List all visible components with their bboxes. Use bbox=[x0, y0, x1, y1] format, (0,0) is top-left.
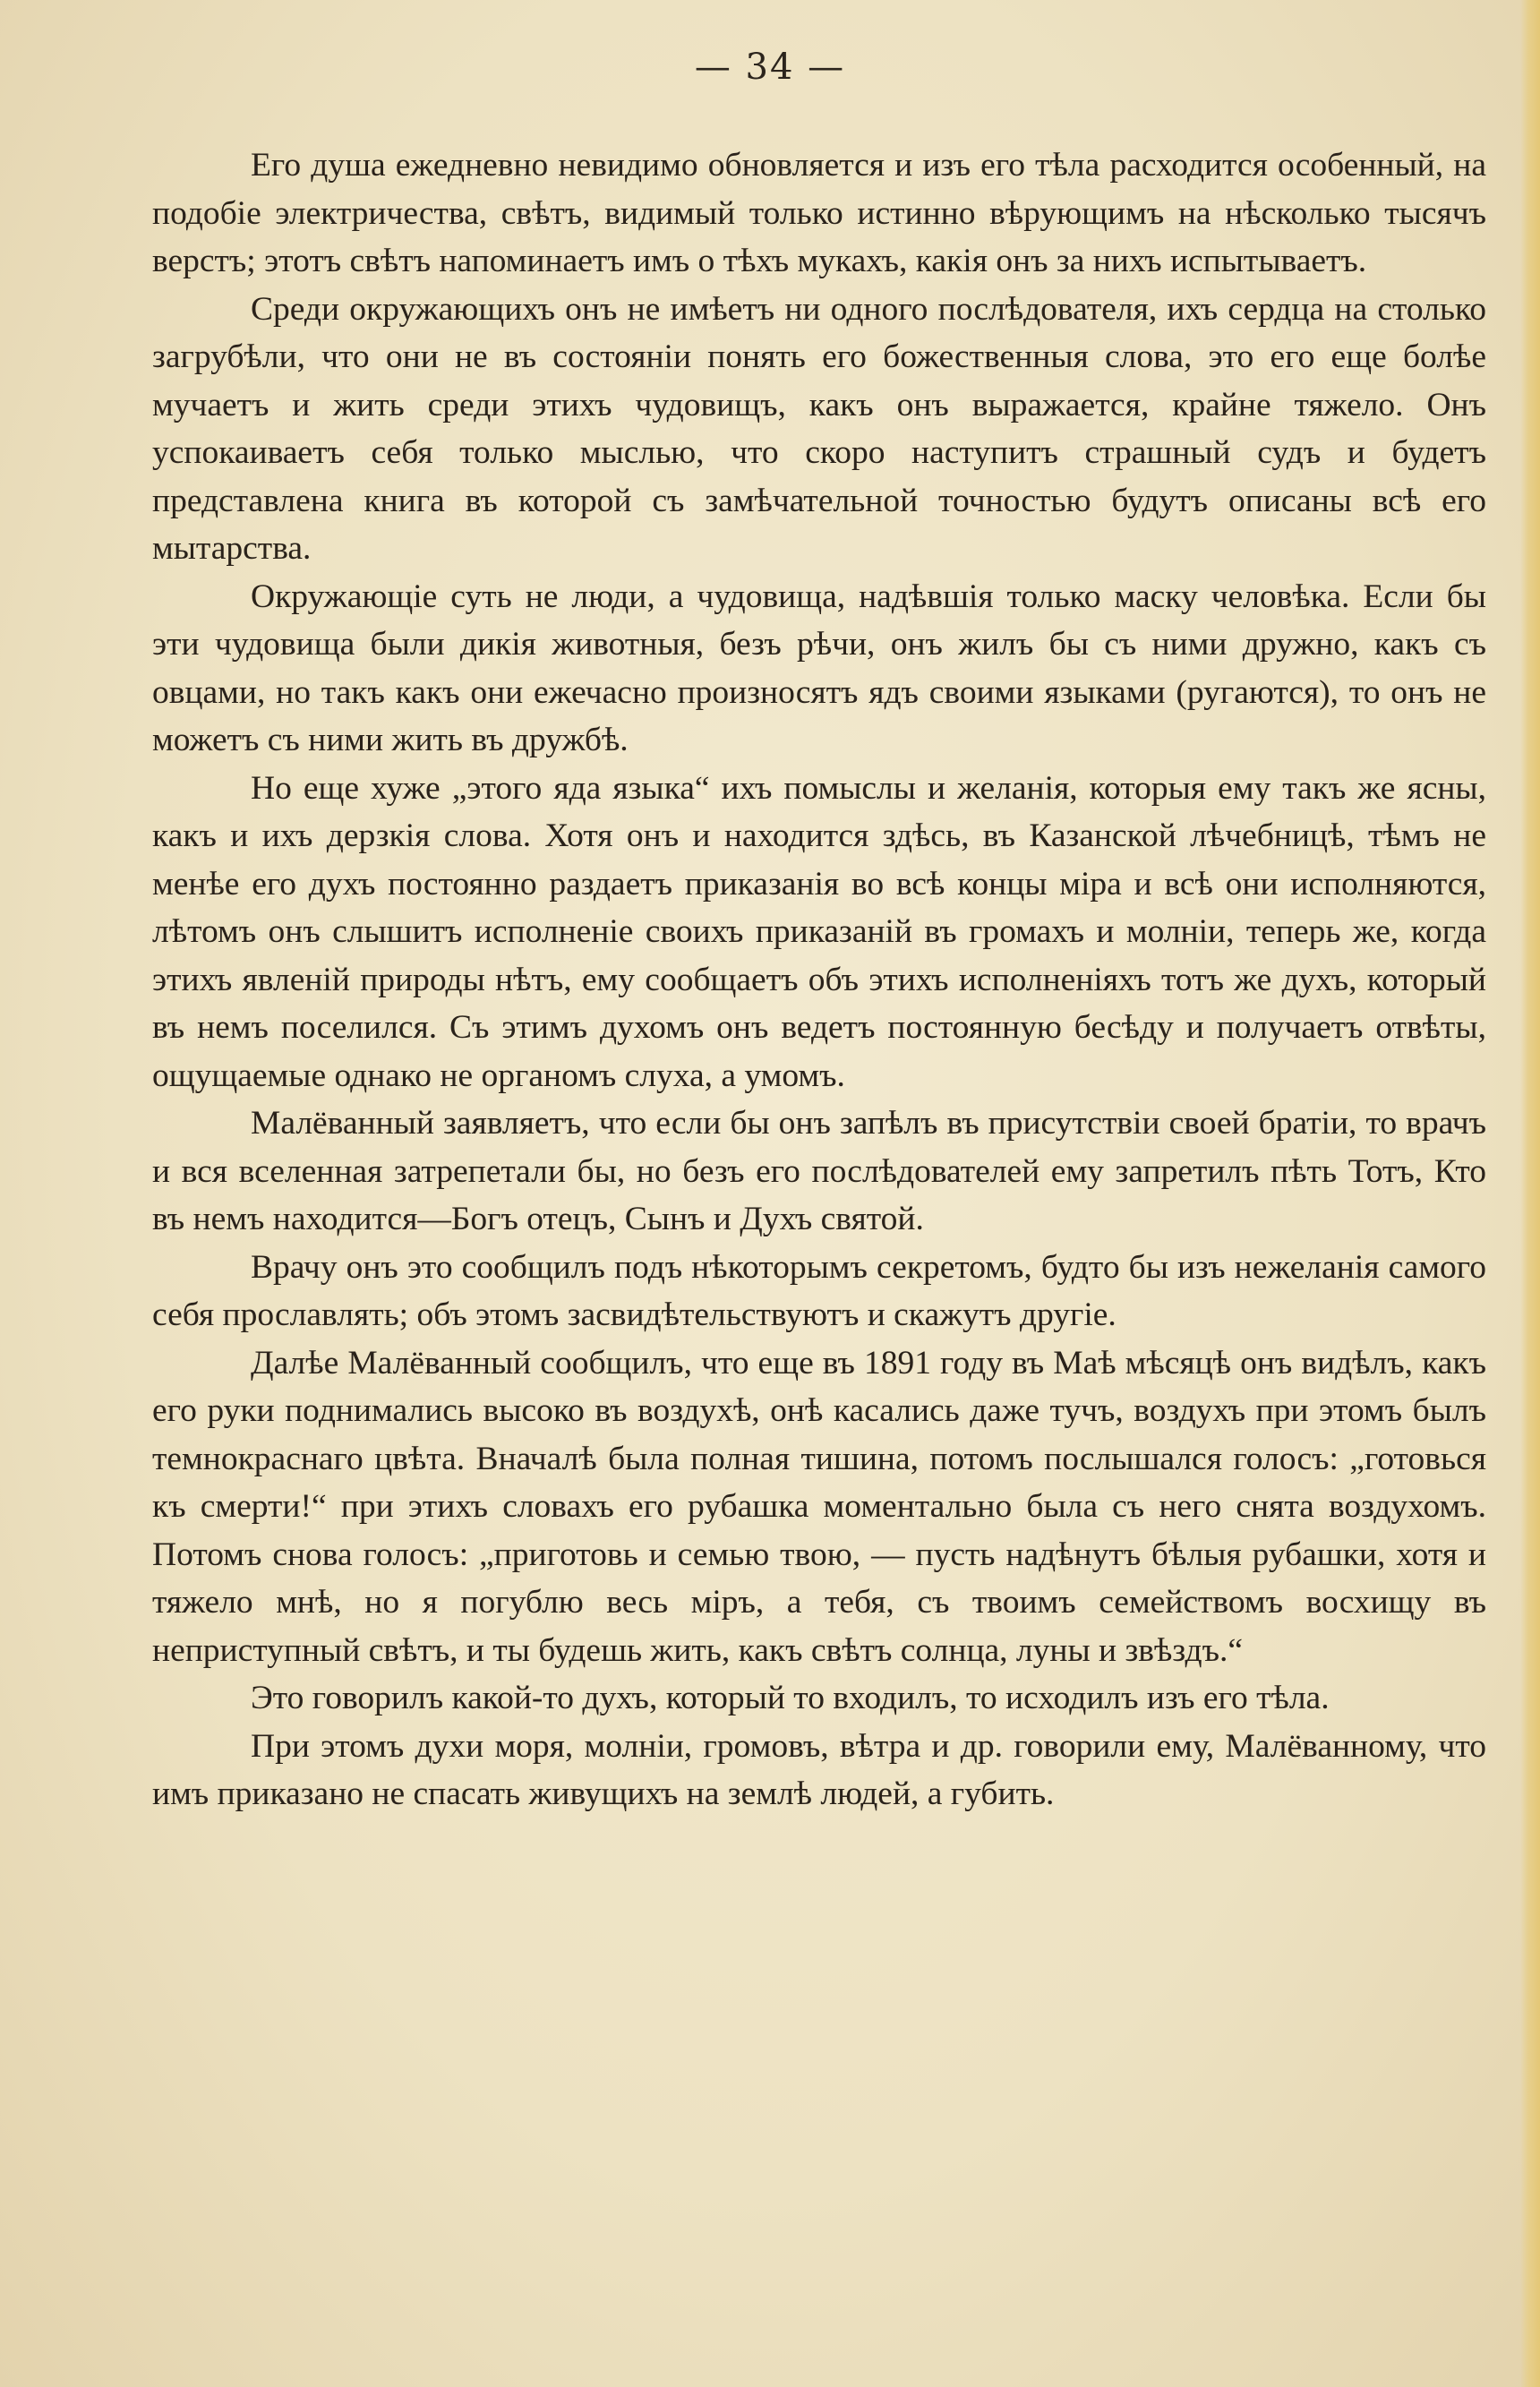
paragraph-1: Его душа ежедневно невидимо обновляется и изъ его тѣла расходится особенный, на подобіе электричества, свѣтъ, видимый только истинно вѣрующимъ на нѣсколько тысячъ верстъ; этотъ свѣтъ напоминаетъ имъ о тѣхъ мукахъ, какія онъ за нихъ испытываетъ. bbox=[152, 147, 1486, 279]
paragraph-3: Окружающіе суть не люди, а чудовища, надѣвшія только маску человѣка. Если бы эти чудовища были дикія животныя, безъ рѣчи, онъ жилъ бы съ ними дружно, какъ съ овцами, но такъ какъ они ежечасно произносятъ ядъ своими языками (ругаются), то онъ не можетъ съ ними жить въ дружбѣ. bbox=[152, 578, 1486, 758]
paragraph-5: Малёванный заявляетъ, что если бы онъ запѣлъ въ присутствіи своей братіи, то врачъ и вся вселенная затрепетали бы, но безъ его послѣдователей ему запретилъ пѣть Тотъ, Кто въ немъ находится—Богъ отецъ, Сынъ и Духъ святой. bbox=[152, 1105, 1486, 1237]
body-text bbox=[152, 141, 1486, 1818]
paragraph-9: При этомъ духи моря, молніи, громовъ, вѣтра и др. говорили ему, Малёванному, что имъ приказано не спасать живущихъ на землѣ людей, а губить. bbox=[152, 1727, 1486, 1812]
paragraph-7: Далѣе Малёванный сообщилъ, что еще въ 1891 году въ Маѣ мѣсяцѣ онъ видѣлъ, какъ его руки поднимались высоко въ воздухѣ, онѣ касались даже тучъ, воздухъ при этомъ былъ темнокраснаго цвѣта. Вначалѣ была полная тишина, потомъ послышался голосъ: „готовься къ смерти!“ при этихъ словахъ его рубашка моментально была съ него снята воздухомъ. Потомъ снова голосъ: „приготовь и семью твою, — пусть надѣнутъ бѣлыя рубашки, хотя и тяжело мнѣ, но я погублю весь міръ, а тебя, съ твоимъ семействомъ восхищу въ неприступный свѣтъ, и ты будешь жить, какъ свѣтъ солнца, луны и звѣздъ.“ bbox=[152, 1344, 1486, 1669]
page-edge-shading bbox=[1520, 0, 1540, 2387]
paragraph-6: Врачу онъ это сообщилъ подъ нѣкоторымъ секретомъ, будто бы изъ нежеланія самого себя прославлять; объ этомъ засвидѣтельствуютъ и скажутъ другіе. bbox=[152, 1248, 1486, 1333]
page-number: — 34 — bbox=[694, 47, 846, 88]
paragraph-4: Но еще хуже „этого яда языка“ ихъ помыслы и желанія, которыя ему такъ же ясны, какъ и ихъ дерзкія слова. Хотя онъ и находится здѣсь, въ Казанской лѣчебницѣ, тѣмъ не менѣе его духъ постоянно раздаетъ приказанія во всѣ концы міра и всѣ они исполняются, лѣтомъ онъ слышитъ исполненіе своихъ приказаній въ громахъ и молніи, теперь же, когда этихъ явленій природы нѣтъ, ему сообщаетъ объ этихъ исполненіяхъ тотъ же духъ, который въ немъ поселился. Съ этимъ духомъ онъ ведетъ постоянную бесѣду и получаетъ отвѣты, ощущаемые однако не органомъ слуха, а умомъ. bbox=[152, 769, 1486, 1094]
paragraph-8: Это говорилъ какой-то духъ, который то входилъ, то исходилъ изъ его тѣла. bbox=[251, 1680, 1330, 1716]
paragraph-2: Среди окружающихъ онъ не имѣетъ ни одного послѣдователя, ихъ сердца на столько загрубѣли, что они не въ состояніи понять его божественныя слова, это его еще болѣе мучаетъ и жить среди этихъ чудовищъ, какъ онъ выражается, крайне тяжело. Онъ успокаиваетъ себя только мыслью, что скоро наступитъ страшный судъ и будетъ представлена книга въ которой съ замѣчательной точностью будутъ описаны всѣ его мытарства. bbox=[152, 290, 1486, 567]
